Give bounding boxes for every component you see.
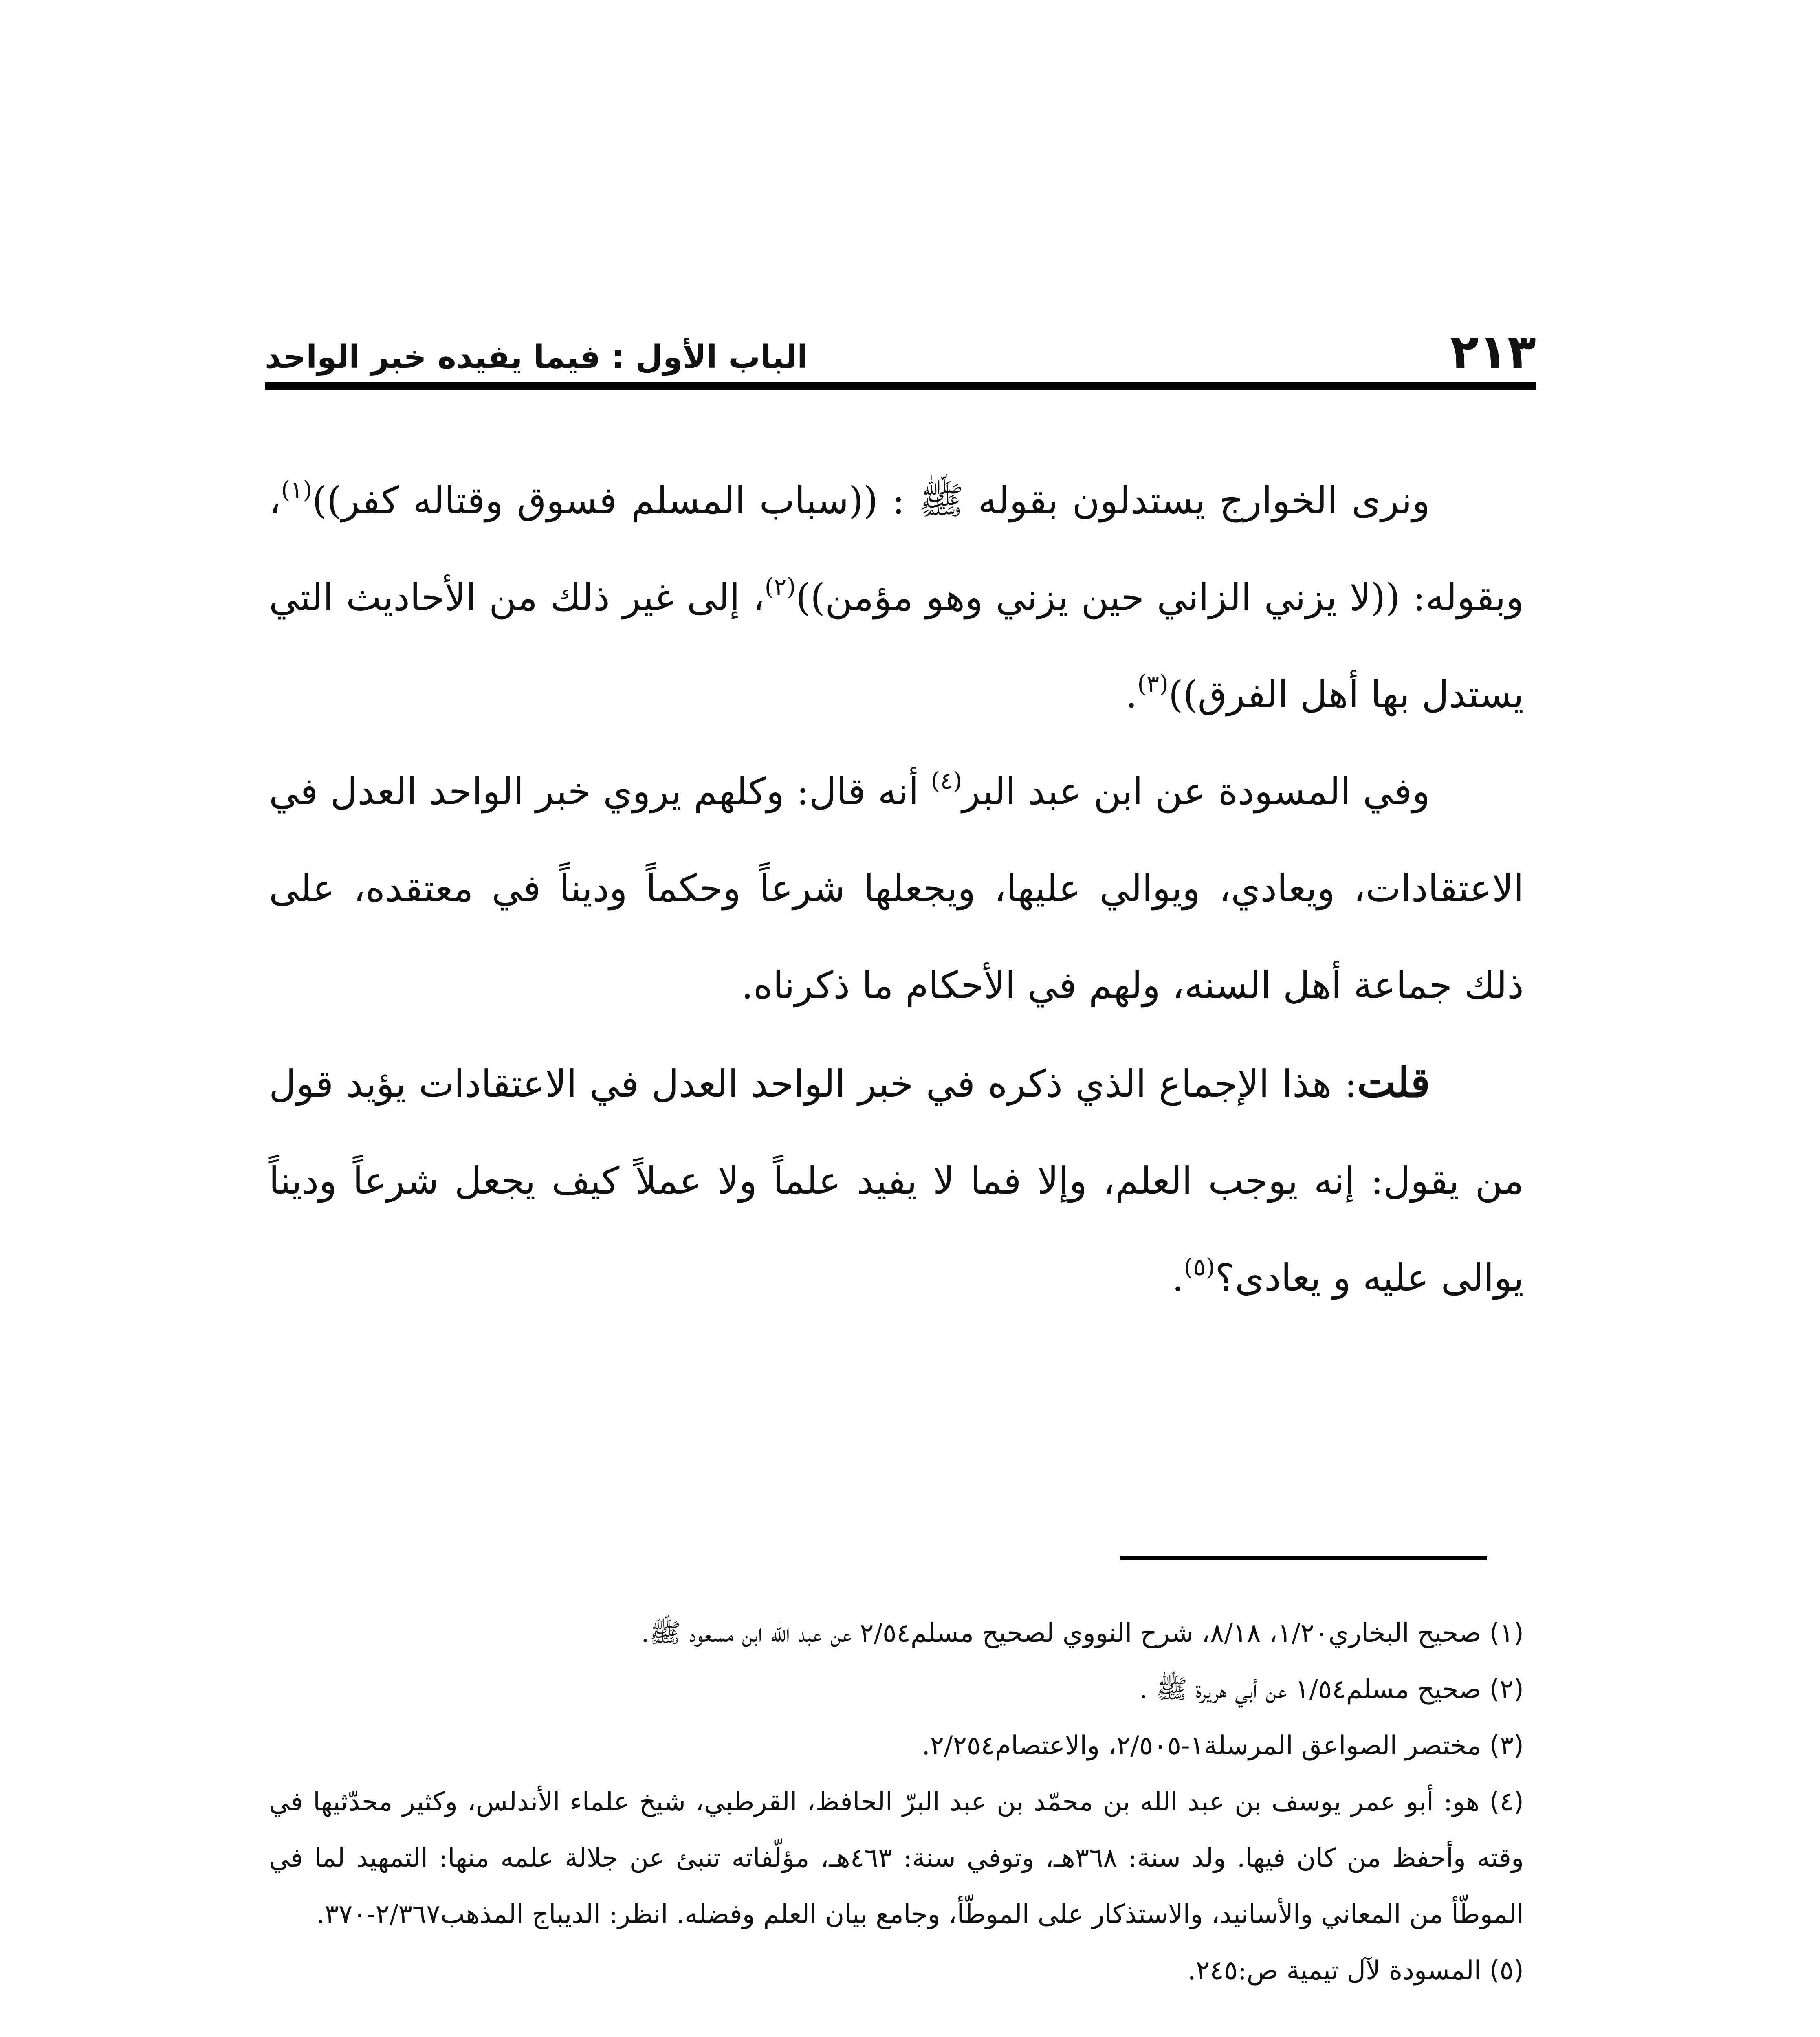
p1-text-c: ، إلى غير ذلك من الأحاديث التي يستدل بها أهل الفرق)) <box>269 576 1524 716</box>
footnote-number: (٢) <box>1489 1674 1524 1705</box>
footnote-4 <box>269 1774 1524 1942</box>
page-number: ٢١٣ <box>1450 325 1536 379</box>
footnote-number: (١) <box>1489 1618 1524 1648</box>
footnote-5 <box>269 1942 1524 1999</box>
p1-text-d: . <box>1125 673 1138 716</box>
footnote-1 <box>269 1605 1524 1661</box>
p3-text-b: . <box>1172 1256 1184 1300</box>
footnote-ref-3: (٣) <box>1137 670 1169 697</box>
footnote-text: صحيح مسلم١/٥٤ عن أبي هريرة ﷺ . <box>1139 1674 1481 1705</box>
paragraph-2 <box>269 743 1524 1034</box>
footnote-ref-4: (٤) <box>931 767 962 794</box>
page-header <box>265 310 1536 379</box>
footnote-2 <box>269 1661 1524 1718</box>
main-text <box>269 452 1524 1326</box>
qult-heading: قلت <box>1357 1058 1430 1106</box>
footnote-number: (٣) <box>1489 1731 1524 1761</box>
p2-text-b: أنه قال: وكلهم يروي خبر الواحد العدل في الاعتقادات، ويعادي، ويوالي عليها، ويجعلها شرعاً وحكماً وديناً في معتقده، على ذلك جماعة أهل السنه، ولهم في الأحكام ما ذكرناه. <box>269 770 1524 1007</box>
footnote-number: (٤) <box>1489 1787 1524 1817</box>
footnote-text: صحيح البخاري١/٢٠، ٨/١٨، شرح النووي لصحيح مسلم٢/٥٤ عن عبد الله ابن مسعود ﷺ. <box>641 1618 1481 1648</box>
p3-text-a: : هذا الإجماع الذي ذكره في خبر الواحد العدل في الاعتقادات يؤيد قول من يقول: إنه يوجب العلم، وإلا فما لا يفيد علماً ولا عملاً كيف يجعل شرعاً وديناً يوالى عليه و يعادى؟ <box>269 1062 1524 1300</box>
p2-text-a: وفي المسودة عن ابن عبد البر <box>962 770 1430 813</box>
footnote-separator <box>1120 1556 1487 1560</box>
footnote-3 <box>269 1718 1524 1774</box>
paragraph-3 <box>269 1034 1524 1326</box>
p1-text-a: ونرى الخوارج يستدلون بقوله ﷺ : ((سباب المسلم فسوق وقتاله كفر)) <box>312 479 1430 522</box>
footnote-ref-5: (٥) <box>1184 1253 1215 1281</box>
footnote-text: المسودة لآل تيمية ص:٢٤٥. <box>1187 1956 1481 1986</box>
paragraph-1 <box>269 452 1524 743</box>
header-rule <box>265 382 1536 390</box>
footnote-text: هو: أبو عمر يوسف بن عبد الله بن محمّد بن عبد البرّ الحافظ، القرطبي، شيخ علماء الأندلس، وكثير محدّثيها في وقته وأحفظ من كان فيها. ولد سنة: ٣٦٨هـ، وتوفي سنة: ٤٦٣هـ، مؤلّفاته تنبئ عن جلالة علمه منها: التمهيد لما في الموطّأ من المعاني والأسانيد، والاستذكار على الموطّأ، وجامع بيان العلم وفضله. انظر: الديباج المذهب٢/٣٦٧-٣٧٠. <box>269 1787 1524 1929</box>
running-head: الباب الأول : فيما يفيده خبر الواحد <box>265 339 808 376</box>
footnote-text: مختصر الصواعق المرسلة١-٢/٥٠٥، والاعتصام٢/٢٥٤. <box>922 1731 1481 1761</box>
footnote-number: (٥) <box>1489 1956 1524 1986</box>
footnote-ref-2: (٢) <box>764 573 796 601</box>
footnote-ref-1: (١) <box>281 476 313 504</box>
p1-text-b: ، وبقوله: ((لا يزني الزاني حين يزني وهو مؤمن)) <box>269 479 1524 619</box>
footnotes <box>269 1605 1524 1999</box>
